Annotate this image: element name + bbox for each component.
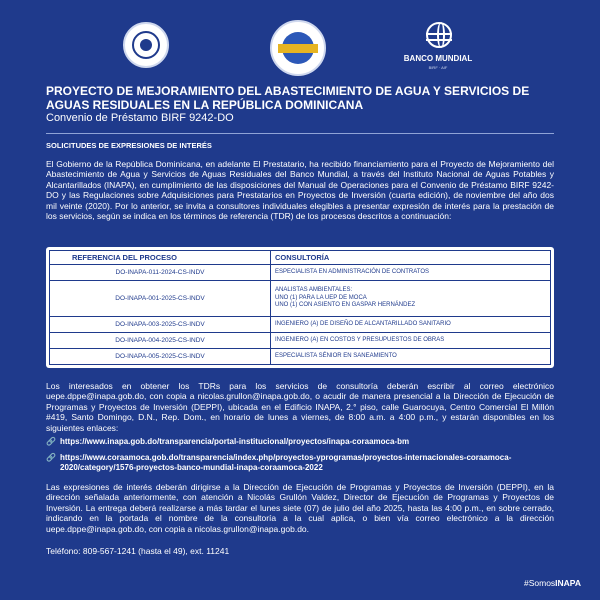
consultancy-line: UNO (1) PARA LA UEP DE MOCA — [275, 294, 367, 301]
table-row — [50, 281, 551, 317]
hashtag-brand: INAPA — [555, 578, 581, 588]
inapa-seal-logo — [123, 22, 169, 68]
consultancy-cell — [271, 349, 551, 365]
page-title: PROYECTO DE MEJORAMIENTO DEL ABASTECIMIENTO DE AGUA Y SERVICIOS DE AGUAS RESIDUALES EN LA REPÚBLICA DOMINICANA — [46, 84, 530, 112]
link-icon: 🔗 — [46, 453, 56, 462]
intro-paragraph: El Gobierno de la República Dominicana, en adelante El Prestatario, ha recibido financiamiento para el Proyecto de Mejoramiento del Abastecimiento de Agua y Servicios de Aguas Residuales del Banco Mundial, a través del Instituto Nacional de Aguas Potables y Alcantarillados (INAPA), en cumplimiento de las disposiciones del Manual de Operaciones para el Convenio de Préstamo BIRF 9242-DO y las Regulaciones sobre Adquisiciones para Prestatarios en Proyectos de Inversión (cuarta edición), de noviembre del año dos mil veinte (2020). Por lo anterior, se invita a consultores individuales elegibles a presentar expresión de interés para la prestación de los servicios, según se indica en los términos de referencia (TDR) de los procesos descritos a continuación: — [46, 159, 554, 222]
consultancy-line: INGENIERO (A) EN COSTOS Y PRESUPUESTOS DE OBRAS — [275, 336, 445, 343]
process-reference: DO-INAPA-001-2025-CS-INDV — [50, 281, 271, 317]
coraamoca-seal-logo — [270, 20, 326, 76]
consultancy-line: ANALISTAS AMBIENTALES: — [275, 287, 353, 294]
link-icon: 🔗 — [46, 437, 56, 446]
link-item[interactable] — [46, 437, 554, 447]
consultancy-cell — [271, 281, 551, 317]
world-bank-name: BANCO MUNDIAL — [403, 54, 473, 63]
table-row — [50, 265, 551, 281]
world-bank-logo — [398, 18, 478, 80]
consultancy-cell — [271, 265, 551, 281]
process-table — [46, 247, 554, 368]
page-subtitle: Convenio de Préstamo BIRF 9242-DO — [46, 112, 234, 124]
closing-paragraph: Las expresiones de interés deberán dirigirse a la Dirección de Ejecución de Programas y Proyectos de Inversión (DEPPI), en la dirección señalada anteriormente, con atención a Nicolás Grullón Valdez, Director de Ejecución de Programas y Proyectos de Inversión. La entrega deberá realizarse a más tardar el lunes siete (07) de julio del año 2025, hasta las 4:00 p.m., en sobre cerrado, indicando en la portada el nombre de la consultoría a la cual aplica, o bien vía correo electrónico a la dirección uepe.dppe@inapa.gob.do, con copia a nicolas.grullon@inapa.gob.do. — [46, 482, 554, 534]
process-reference: DO-INAPA-011-2024-CS-INDV — [50, 265, 271, 281]
consultancy-line: UNO (1) CON ASIENTO EN GASPAR HERNÁNDEZ — [275, 302, 416, 309]
coraamoca-link[interactable]: https://www.coraamoca.gob.do/transparencia/index.php/proyectos-yprogramas/proyectos-internacionales-coraamoca-2020/category/1576-proyectos-banco-mundial-inapa-coraamoca-2022 — [60, 453, 512, 472]
globe-icon — [426, 22, 452, 48]
phone-text: Teléfono: 809-567-1241 (hasta el 49), ext. 11241 — [46, 546, 230, 556]
table-row — [50, 317, 551, 333]
link-item[interactable] — [46, 453, 554, 473]
consultancy-cell — [271, 317, 551, 333]
inapa-link[interactable]: https://www.inapa.gob.do/transparencia/portal-institucional/proyectos/inapa-coraamoca-bm — [60, 437, 410, 446]
tdr-paragraph: Los interesados en obtener los TDRs para los servicios de consultoría deberán escribir al correo electrónico uepe.dppe@inapa.gob.do, con copia a nicolas.grullon@inapa.gob.do, o acudir de manera presencial a la Dirección de Ejecución de Programas y Proyectos de Inversión (DEPPI), ubicada en el Edificio INAPA, 2.° piso, calle Guarocuya, Centro Comercial El Millón #419, Santo Domingo, D.N., Rep. Dom., en horario de lunes a viernes, de 8:00 a.m. a 4:00 p.m., y estarán disponibles en los siguientes enlaces: — [46, 381, 554, 433]
process-reference: DO-INAPA-003-2025-CS-INDV — [50, 317, 271, 333]
table-header-consultancy: CONSULTORÍA — [271, 251, 551, 265]
hashtag-footer — [524, 578, 581, 588]
table-row — [50, 349, 551, 365]
divider — [46, 133, 554, 134]
table-header-reference: REFERENCIA DEL PROCESO — [50, 251, 271, 265]
consultancy-line: ESPECIALISTA EN ADMINISTRACIÓN DE CONTRATOS — [275, 268, 430, 275]
table-row — [50, 333, 551, 349]
section-title: SOLICITUDES DE EXPRESIONES DE INTERÉS — [46, 141, 212, 150]
process-reference: DO-INAPA-005-2025-CS-INDV — [50, 349, 271, 365]
process-reference: DO-INAPA-004-2025-CS-INDV — [50, 333, 271, 349]
consultancy-line: ESPECIALISTA SÉNIOR EN SANEAMIENTO — [275, 352, 397, 359]
hashtag-prefix: #Somos — [523, 578, 556, 588]
consultancy-line: INGENIERO (A) DE DISEÑO DE ALCANTARILLADO SANITARIO — [275, 320, 451, 327]
world-bank-sub: BIRF · AIF — [428, 65, 448, 70]
consultancy-cell — [271, 333, 551, 349]
logo-bar — [0, 18, 600, 80]
